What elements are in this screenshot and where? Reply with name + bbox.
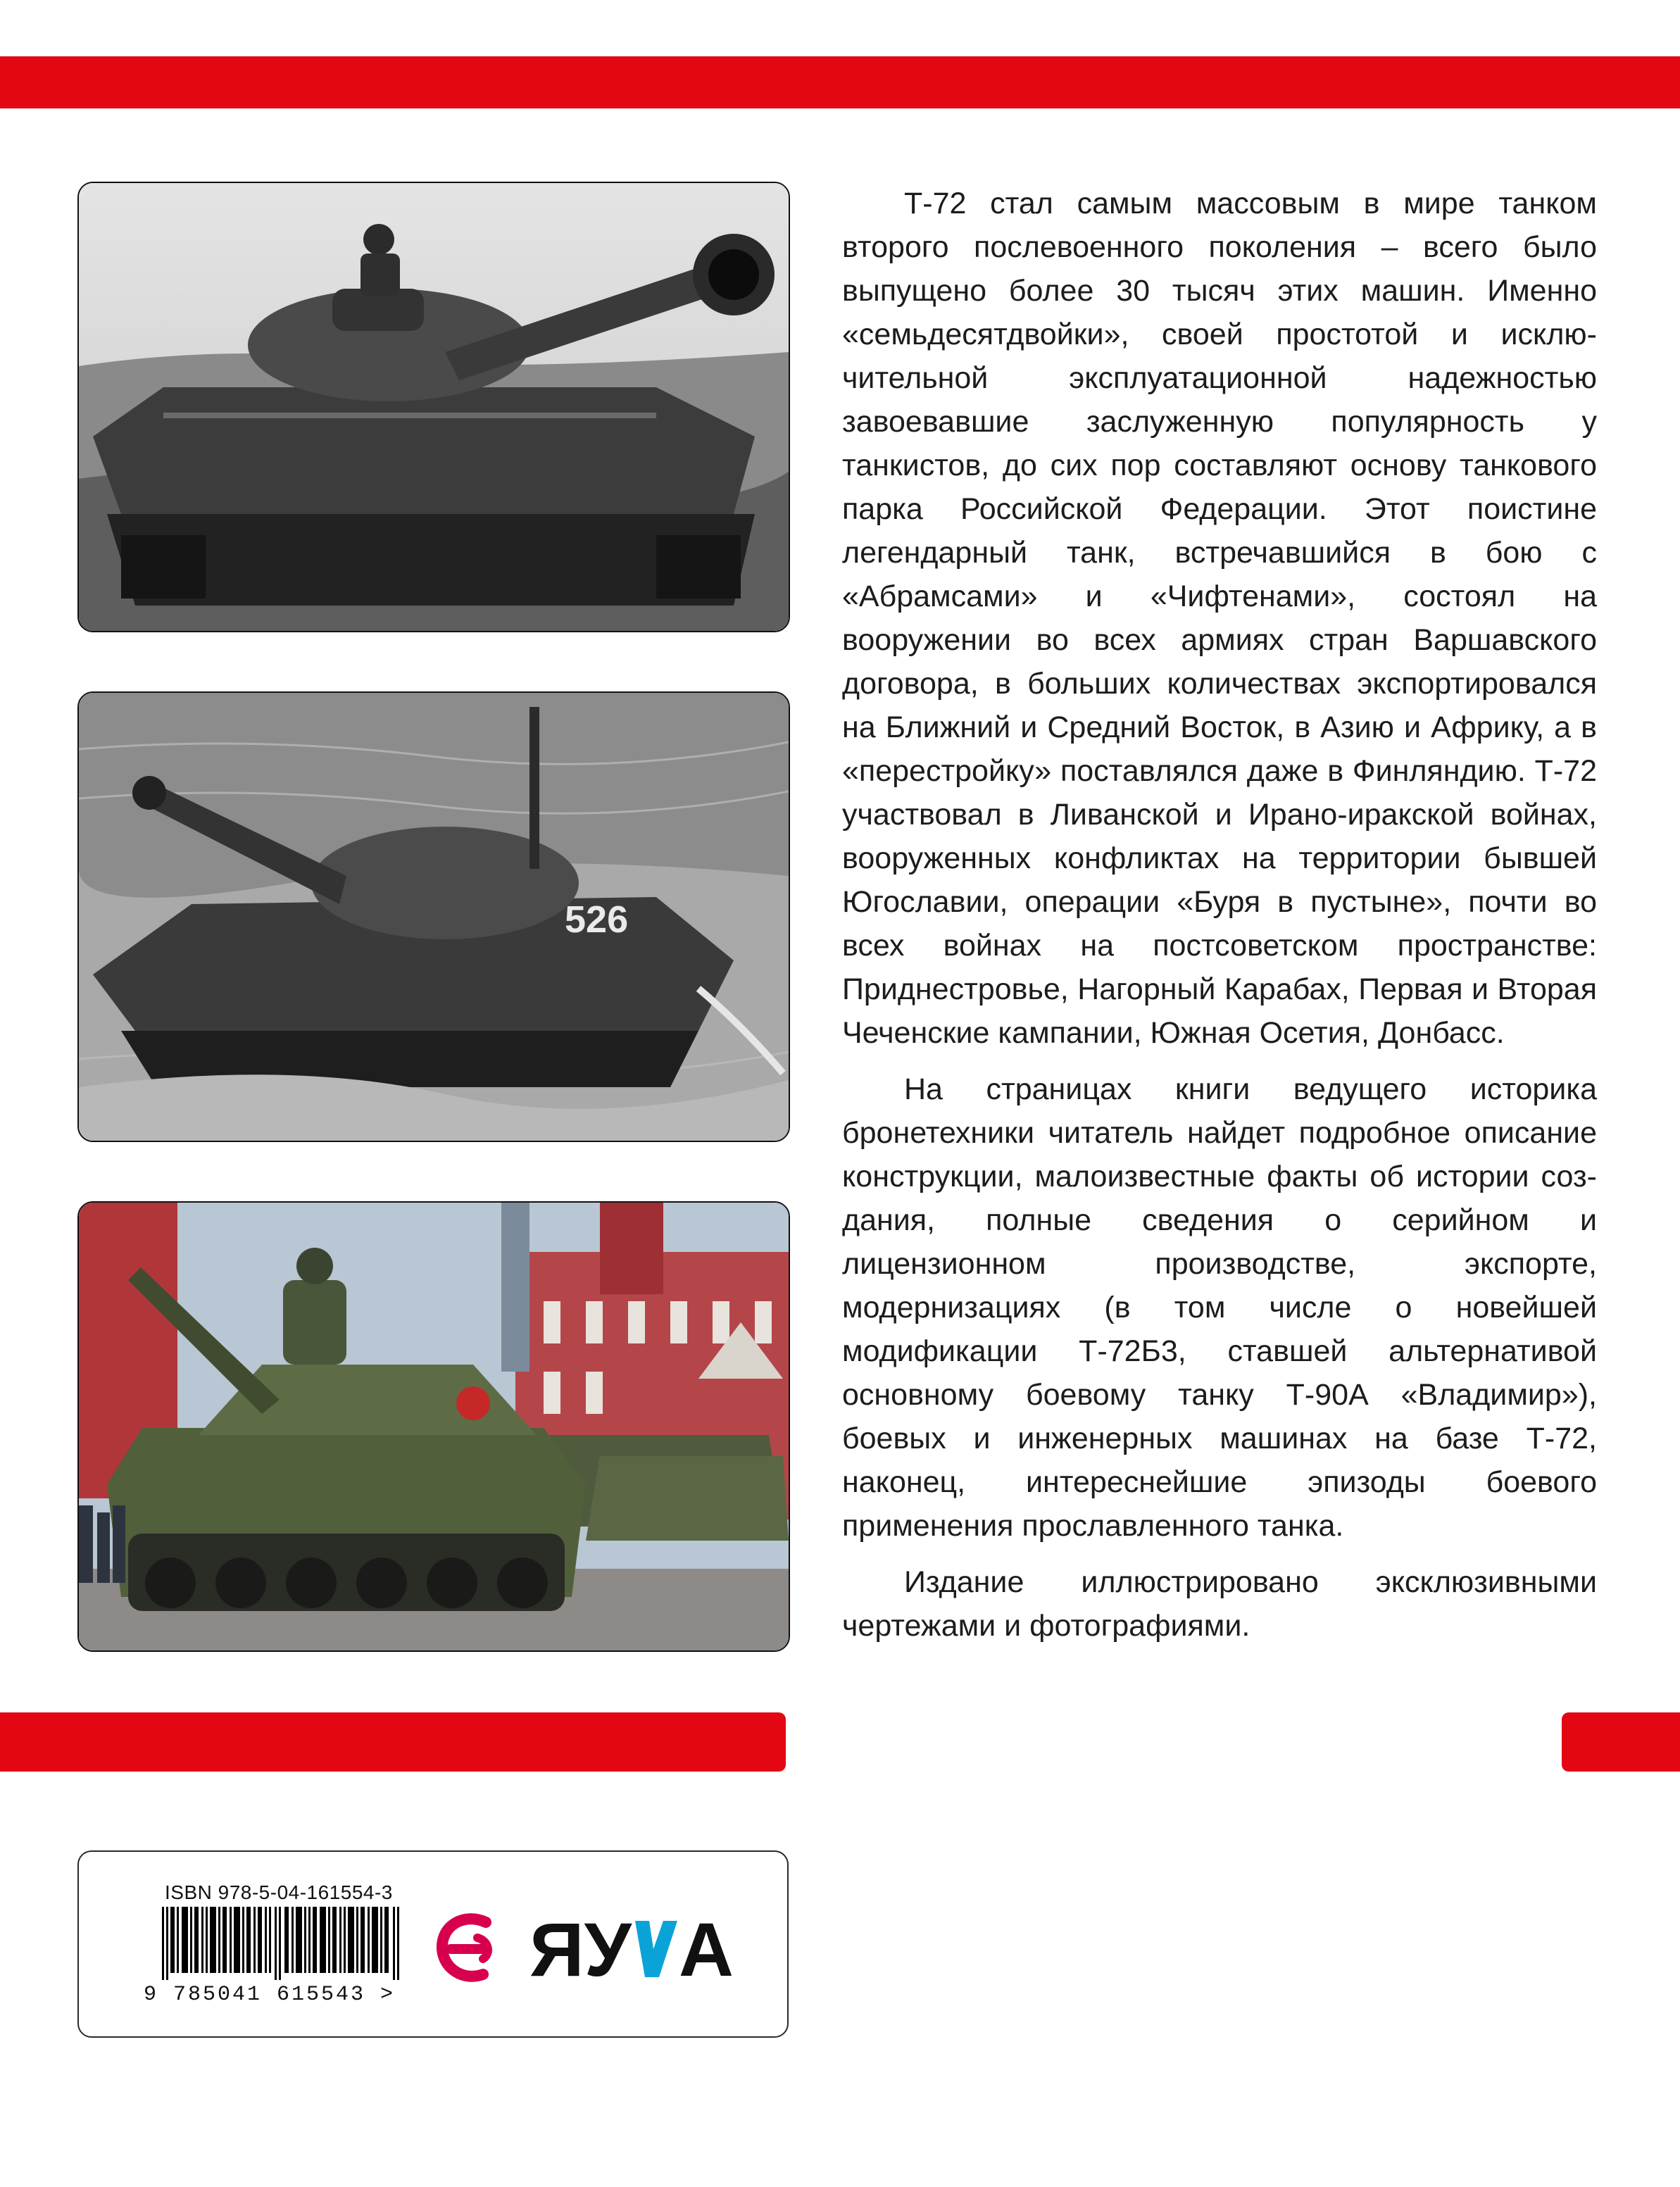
middle-red-band-right [1562, 1712, 1680, 1772]
photo-tank-front [77, 182, 790, 632]
svg-text:А: А [679, 1907, 734, 1991]
tank-front-image [79, 183, 789, 631]
barcode-icon [162, 1907, 401, 1980]
svg-text:ЯУ: ЯУ [529, 1907, 632, 1991]
eksmo-logo-icon [437, 1910, 504, 1987]
photo-tank-parade [77, 1201, 790, 1652]
isbn-label: ISBN 978-5-04-161554-3 [165, 1881, 393, 1903]
barcode-digits: 9 785041 615543 > [144, 1983, 396, 2007]
middle-red-band-left [0, 1712, 786, 1772]
description-paragraph-3: Издание иллюстрировано эксклюзивными чертежами и фотографиями. [842, 1565, 1597, 1643]
tank-number: 526 [565, 898, 629, 941]
top-red-band [0, 56, 1680, 108]
photo-tank-fording [77, 691, 790, 1142]
tank-fording-image [79, 693, 789, 1141]
description-text [842, 182, 1597, 1660]
tank-parade-image [79, 1203, 789, 1650]
yauza-logo-icon [529, 1907, 741, 1991]
barcode-panel [77, 1850, 789, 2038]
description-paragraph-2: На страницах книги ведущего историка бронетехники читатель найдет подробное описание конструкции, малоизвестные факты об истории создания, полные сведения о серийном и лицензионном производстве, экспорте, модернизациях (в том числе о новейшей модификации Т-72Б3, ставшей альтернативой основному боевому танку Т-90А «Владимир»), боевых и инженерных машинах на базе Т-72, наконец, интереснейшие эпизоды боевого применения прославленного танка. [842, 1072, 1597, 1543]
description-paragraph-1: Т-72 стал самым массовым в мире танком второго послевоенного поколения – всего было выпущено более 30 тысяч этих машин. Именно «семьдесятдвойки», своей простотой и исключительной эксплуатационной надежностью завоевавшие заслуженную популярность у танкистов, до сих пор составляют основу танкового парка Российской Федерации. Этот поистине легендарный танк, встречавшийся в бою с «Абрамсами» и «Чифтенами», состоял на вооружении во всех армиях стран Варшавского договора, в больших количествах экспортировался на Ближний и Средний Восток, в Азию и Африку, а в «перестройку» поставлялся даже в Финляндию. Т-72 участвовал в Ливанской и Ирано-иракской войнах, вооруженных конфликтах на территории бывшей Югославии, операции «Буря в пустыне», почти во всех войнах на постсоветском пространстве: Приднестровье, Нагорный Карабах, Первая и Вторая Чеченские кампании, Южная Осетия, Донбасс. [842, 187, 1597, 1050]
